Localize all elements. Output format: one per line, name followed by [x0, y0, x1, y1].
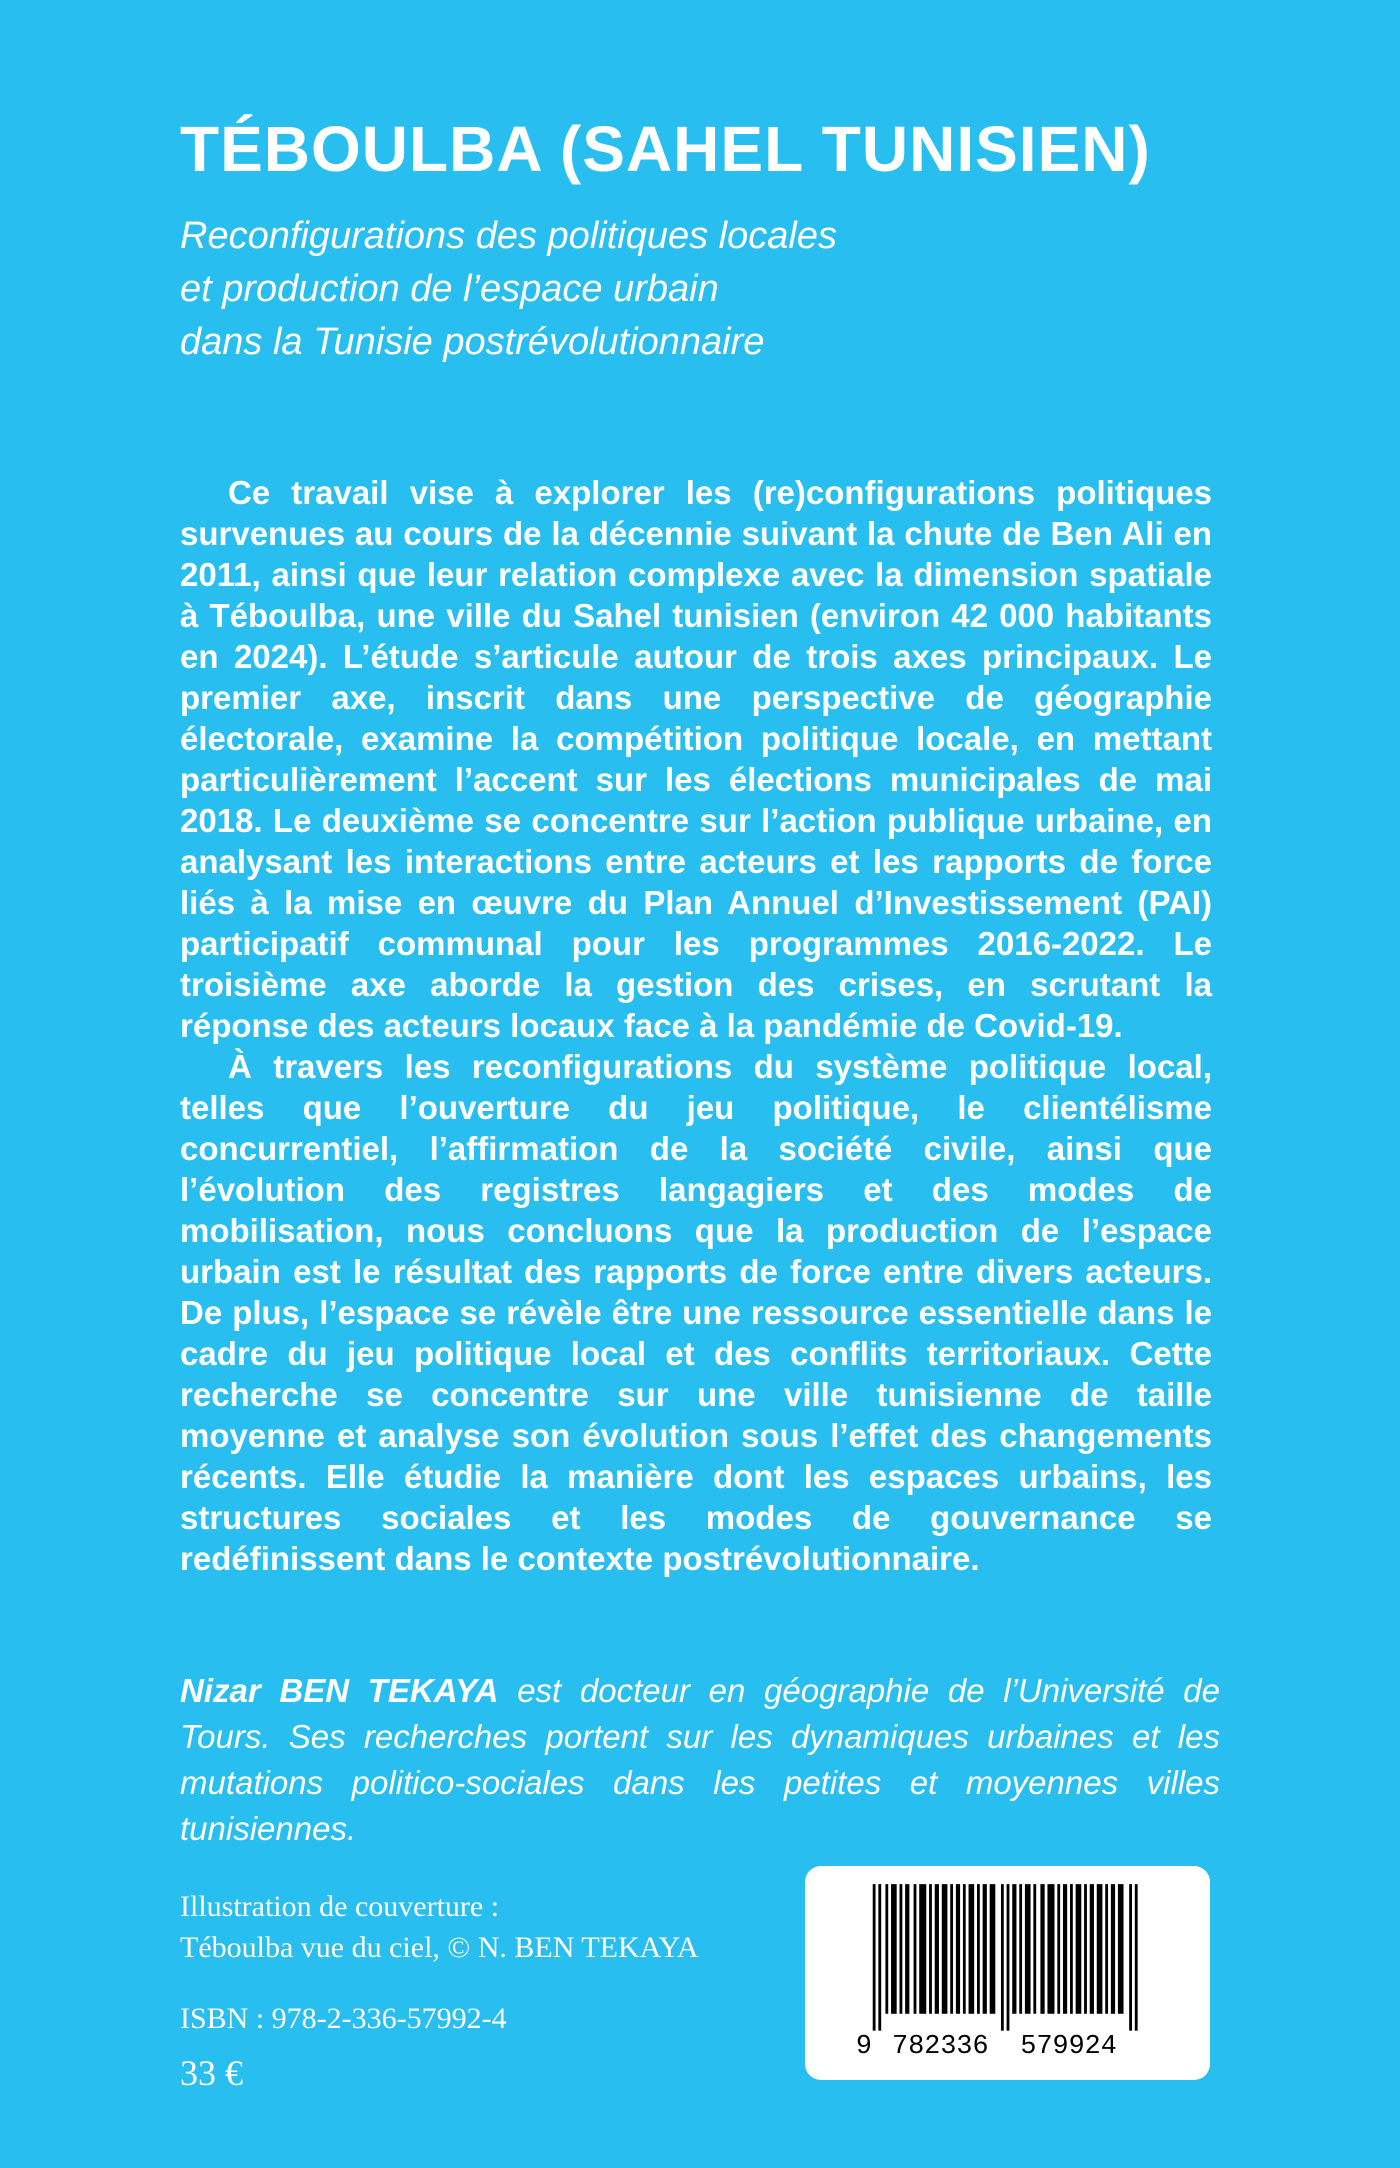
subtitle-line-2: et production de l’espace urbain	[180, 268, 719, 310]
subtitle-line-1: Reconfigurations des politiques locales	[180, 215, 837, 257]
barcode-bars	[872, 1884, 1137, 2031]
barcode-digits-group1: 782336	[891, 2032, 989, 2059]
illustration-credit	[180, 1886, 699, 1968]
author-bio-text: est docteur en géographie de l’Université de Tours. Ses recherches portent sur les dynamiques urbaines et les mutations politico-sociales dans les petites et moyennes villes tunisiennes.	[180, 1672, 1221, 1847]
synopsis	[180, 472, 1212, 1579]
barcode-digits-group2: 579924	[1019, 2032, 1117, 2059]
book-title: TÉBOULBA (SAHEL TUNISIEN)	[180, 113, 1151, 185]
barcode-digit-left: 9	[855, 2032, 872, 2059]
author-name: Nizar BEN TEKAYA	[180, 1672, 499, 1709]
isbn: ISBN : 978-2-336-57992-4	[180, 2002, 507, 2035]
book-subtitle	[180, 210, 837, 369]
barcode-box	[805, 1866, 1210, 2080]
subtitle-line-3: dans la Tunisie postrévolutionnaire	[180, 321, 765, 363]
price: 33 €	[180, 2053, 243, 2093]
author-bio	[180, 1668, 1220, 1852]
synopsis-paragraph-1: Ce travail vise à explorer les (re)configurations politiques survenues au cours de la décennie suivant la chute de Ben Ali en 2011, ainsi que leur relation complexe avec la dimension spatiale à Téboulba, une ville du Sahel tunisien (environ 42 000 habitants en 2024). L’étude s’articule autour de trois axes principaux. Le premier axe, inscrit dans une perspective de géographie électorale, examine la compétition politique locale, en mettant particulièrement l’accent sur les élections municipales de mai 2018. Le deuxième se concentre sur l’action publique urbaine, en analysant les interactions entre acteurs et les rapports de force liés à la mise en œuvre du Plan Annuel d’Investissement (PAI) participatif communal pour les programmes 2016-2022. Le troisième axe aborde la gestion des crises, en scrutant la réponse des acteurs locaux face à la pandémie de Covid-19.	[180, 474, 1212, 1044]
illustration-credit-line-2: Téboulba vue du ciel, © N. BEN TEKAYA	[180, 1931, 699, 1964]
barcode	[853, 1884, 1163, 2059]
illustration-credit-line-1: Illustration de couverture :	[180, 1890, 500, 1923]
synopsis-paragraph-2: À travers les reconfigurations du système politique local, telles que l’ouverture du jeu politique, le clientélisme concurrentiel, l’affirmation de la société civile, ainsi que l’évolution des registres langagiers et des modes de mobilisation, nous concluons que la production de l’espace urbain est le résultat des rapports de force entre divers acteurs. De plus, l’espace se révèle être une ressource essentielle dans le cadre du jeu politique local et des conflits territoriaux. Cette recherche se concentre sur une ville tunisienne de taille moyenne et analyse son évolution sous l’effet des changements récents. Elle étudie la manière dont les espaces urbains, les structures sociales et les modes de gouvernance se redéfinissent dans le contexte postrévolutionnaire.	[180, 1048, 1212, 1577]
